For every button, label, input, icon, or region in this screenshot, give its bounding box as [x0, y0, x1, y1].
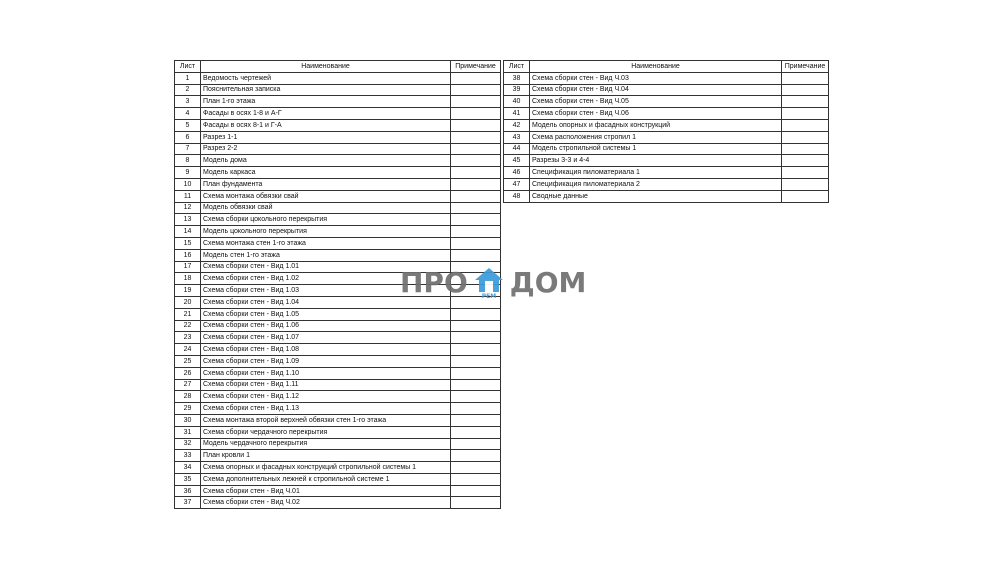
house-icon	[472, 265, 506, 299]
sheet-name-cell: Ведомость чертежей	[201, 72, 451, 84]
drawings-list-table-right	[503, 60, 829, 203]
sheet-number-cell: 19	[175, 285, 201, 297]
table-row	[504, 84, 829, 96]
sheet-number-cell: 23	[175, 332, 201, 344]
sheet-note-cell	[451, 84, 501, 96]
sheet-name-cell: Модель дома	[201, 155, 451, 167]
table-row	[504, 72, 829, 84]
sheet-number-cell: 3	[175, 96, 201, 108]
header-note: Примечание	[451, 61, 501, 73]
header-name: Наименование	[530, 61, 782, 73]
sheet-name-cell: Фасады в осях 1-8 и А-Г	[201, 108, 451, 120]
sheet-number-cell: 27	[175, 379, 201, 391]
sheet-note-cell	[451, 167, 501, 179]
sheet-name-cell: Схема сборки стен - Вид Ч.06	[530, 108, 782, 120]
table-row	[175, 237, 501, 249]
sheet-name-cell: Схема опорных и фасадных конструкций стропильной системы 1	[201, 462, 451, 474]
sheet-note-cell	[451, 473, 501, 485]
table-row	[504, 96, 829, 108]
sheet-name-cell: Схема сборки стен - Вид 1.08	[201, 344, 451, 356]
sheet-note-cell	[451, 355, 501, 367]
watermark-text-small: РЕМ	[481, 293, 496, 299]
sheet-note-cell	[451, 96, 501, 108]
sheet-number-cell: 1	[175, 72, 201, 84]
table-row	[175, 119, 501, 131]
sheet-name-cell: Модель стен 1-го этажа	[201, 249, 451, 261]
sheet-number-cell: 5	[175, 119, 201, 131]
sheet-name-cell: Схема сборки стен - Вид 1.10	[201, 367, 451, 379]
sheet-number-cell: 17	[175, 261, 201, 273]
sheet-number-cell: 48	[504, 190, 530, 202]
sheet-number-cell: 31	[175, 426, 201, 438]
sheet-name-cell: Схема сборки стен - Вид 1.12	[201, 391, 451, 403]
sheet-note-cell	[451, 320, 501, 332]
table-row	[175, 344, 501, 356]
table-row	[175, 367, 501, 379]
sheet-number-cell: 16	[175, 249, 201, 261]
sheet-name-cell: Модель стропильной системы 1	[530, 143, 782, 155]
table-row	[175, 391, 501, 403]
sheet-number-cell: 35	[175, 473, 201, 485]
sheet-note-cell	[451, 462, 501, 474]
sheet-note-cell	[451, 391, 501, 403]
table-header-row	[504, 61, 829, 73]
sheet-number-cell: 28	[175, 391, 201, 403]
sheet-name-cell: Схема расположения стропил 1	[530, 131, 782, 143]
sheet-note-cell	[782, 167, 829, 179]
sheet-note-cell	[782, 84, 829, 96]
table-row	[504, 155, 829, 167]
sheet-note-cell	[451, 344, 501, 356]
sheet-number-cell: 8	[175, 155, 201, 167]
table-row	[175, 84, 501, 96]
table-row	[175, 462, 501, 474]
sheet-number-cell: 30	[175, 414, 201, 426]
table-row	[175, 202, 501, 214]
sheet-name-cell: Схема сборки стен - Вид 1.04	[201, 296, 451, 308]
sheet-name-cell: Схема дополнительных лежней к стропильной системе 1	[201, 473, 451, 485]
sheet-name-cell: Модель обвязки свай	[201, 202, 451, 214]
sheet-number-cell: 22	[175, 320, 201, 332]
sheet-note-cell	[782, 143, 829, 155]
sheet-note-cell	[451, 367, 501, 379]
table-row	[175, 308, 501, 320]
table-row	[504, 108, 829, 120]
sheet-number-cell: 15	[175, 237, 201, 249]
sheet-note-cell	[451, 308, 501, 320]
sheet-name-cell: Схема сборки стен - Вид Ч.01	[201, 485, 451, 497]
sheet-note-cell	[782, 178, 829, 190]
table-row	[175, 226, 501, 238]
sheet-note-cell	[451, 237, 501, 249]
sheet-number-cell: 46	[504, 167, 530, 179]
sheet-name-cell: Схема сборки чердачного перекрытия	[201, 426, 451, 438]
table-row	[175, 473, 501, 485]
sheet-note-cell	[451, 178, 501, 190]
sheet-note-cell	[451, 214, 501, 226]
sheet-number-cell: 43	[504, 131, 530, 143]
header-sheet: Лист	[504, 61, 530, 73]
sheet-note-cell	[782, 96, 829, 108]
sheet-name-cell: Схема сборки стен - Вид Ч.05	[530, 96, 782, 108]
sheet-number-cell: 34	[175, 462, 201, 474]
sheet-name-cell: Модель опорных и фасадных конструкций	[530, 119, 782, 131]
sheet-name-cell: Схема сборки цокольного перекрытия	[201, 214, 451, 226]
sheet-number-cell: 13	[175, 214, 201, 226]
sheet-note-cell	[451, 143, 501, 155]
sheet-note-cell	[451, 485, 501, 497]
table-row	[504, 167, 829, 179]
sheet-name-cell: Схема сборки стен - Вид Ч.04	[530, 84, 782, 96]
sheet-name-cell: Схема сборки стен - Вид 1.03	[201, 285, 451, 297]
sheet-note-cell	[451, 438, 501, 450]
sheet-note-cell	[782, 131, 829, 143]
sheet-number-cell: 7	[175, 143, 201, 155]
sheet-number-cell: 6	[175, 131, 201, 143]
sheet-name-cell: Схема сборки стен - Вид 1.05	[201, 308, 451, 320]
sheet-number-cell: 9	[175, 167, 201, 179]
sheet-note-cell	[451, 226, 501, 238]
table-row	[175, 155, 501, 167]
sheet-name-cell: Схема сборки стен - Вид Ч.03	[530, 72, 782, 84]
table-row	[175, 249, 501, 261]
table-row	[175, 143, 501, 155]
table-row	[175, 131, 501, 143]
watermark-text-right: ДОМ	[509, 265, 587, 299]
sheet-note-cell	[451, 72, 501, 84]
sheet-number-cell: 42	[504, 119, 530, 131]
sheet-name-cell: Фасады в осях 8-1 и Г-А	[201, 119, 451, 131]
table-row	[175, 450, 501, 462]
table-row	[175, 190, 501, 202]
sheet-note-cell	[451, 414, 501, 426]
table-row	[175, 497, 501, 509]
header-note: Примечание	[782, 61, 829, 73]
table-row	[175, 485, 501, 497]
sheet-name-cell: План 1-го этажа	[201, 96, 451, 108]
sheet-number-cell: 25	[175, 355, 201, 367]
sheet-note-cell	[451, 119, 501, 131]
table-row	[175, 414, 501, 426]
sheet-number-cell: 10	[175, 178, 201, 190]
sheet-name-cell: Разрезы 3-3 и 4-4	[530, 155, 782, 167]
table-row	[504, 143, 829, 155]
sheet-note-cell	[451, 426, 501, 438]
sheet-name-cell: Схема сборки стен - Вид 1.06	[201, 320, 451, 332]
table-row	[175, 72, 501, 84]
sheet-number-cell: 33	[175, 450, 201, 462]
sheet-name-cell: Модель каркаса	[201, 167, 451, 179]
sheet-name-cell: Сводные данные	[530, 190, 782, 202]
table-row	[175, 403, 501, 415]
header-name: Наименование	[201, 61, 451, 73]
sheet-name-cell: Схема сборки стен - Вид 1.09	[201, 355, 451, 367]
table-row	[175, 332, 501, 344]
sheet-name-cell: Схема сборки стен - Вид 1.01	[201, 261, 451, 273]
sheet-number-cell: 40	[504, 96, 530, 108]
sheet-number-cell: 44	[504, 143, 530, 155]
table-row	[175, 320, 501, 332]
sheet-number-cell: 41	[504, 108, 530, 120]
sheet-name-cell: План кровли 1	[201, 450, 451, 462]
sheet-note-cell	[451, 497, 501, 509]
sheet-number-cell: 12	[175, 202, 201, 214]
sheet-name-cell: План фундамента	[201, 178, 451, 190]
sheet-number-cell: 11	[175, 190, 201, 202]
table-row	[504, 178, 829, 190]
table-row	[175, 178, 501, 190]
sheet-note-cell	[451, 332, 501, 344]
sheet-note-cell	[451, 108, 501, 120]
sheet-note-cell	[782, 72, 829, 84]
sheet-number-cell: 20	[175, 296, 201, 308]
sheet-name-cell: Пояснительная записка	[201, 84, 451, 96]
table-row	[504, 131, 829, 143]
watermark-logo	[400, 262, 600, 302]
sheet-name-cell: Схема сборки стен - Вид 1.13	[201, 403, 451, 415]
table-row	[175, 379, 501, 391]
table-row	[175, 96, 501, 108]
sheet-number-cell: 21	[175, 308, 201, 320]
sheet-name-cell: Схема сборки стен - Вид 1.07	[201, 332, 451, 344]
sheet-name-cell: Разрез 2-2	[201, 143, 451, 155]
sheet-name-cell: Спецификация пиломатериала 2	[530, 178, 782, 190]
sheet-number-cell: 2	[175, 84, 201, 96]
sheet-note-cell	[451, 155, 501, 167]
header-sheet: Лист	[175, 61, 201, 73]
table-row	[175, 214, 501, 226]
sheet-number-cell: 26	[175, 367, 201, 379]
table-row	[175, 426, 501, 438]
watermark-text-left: ПРО	[400, 265, 468, 299]
sheet-note-cell	[451, 202, 501, 214]
table-row	[504, 119, 829, 131]
sheet-name-cell: Модель чердачного перекрытия	[201, 438, 451, 450]
sheet-note-cell	[782, 155, 829, 167]
sheet-note-cell	[782, 190, 829, 202]
sheet-note-cell	[782, 119, 829, 131]
sheet-name-cell: Схема сборки стен - Вид 1.02	[201, 273, 451, 285]
sheet-number-cell: 32	[175, 438, 201, 450]
table-row	[175, 355, 501, 367]
sheet-note-cell	[451, 249, 501, 261]
sheet-number-cell: 18	[175, 273, 201, 285]
sheet-number-cell: 29	[175, 403, 201, 415]
sheet-name-cell: Схема сборки стен - Вид 1.11	[201, 379, 451, 391]
sheet-number-cell: 14	[175, 226, 201, 238]
sheet-number-cell: 37	[175, 497, 201, 509]
sheet-note-cell	[451, 190, 501, 202]
sheet-name-cell: Схема монтажа обвязки свай	[201, 190, 451, 202]
sheet-name-cell: Спецификация пиломатериала 1	[530, 167, 782, 179]
sheet-name-cell: Разрез 1-1	[201, 131, 451, 143]
sheet-number-cell: 36	[175, 485, 201, 497]
sheet-number-cell: 45	[504, 155, 530, 167]
sheet-number-cell: 47	[504, 178, 530, 190]
sheet-name-cell: Схема монтажа второй верхней обвязки стен 1-го этажа	[201, 414, 451, 426]
sheet-number-cell: 24	[175, 344, 201, 356]
sheet-note-cell	[451, 379, 501, 391]
table-row	[504, 190, 829, 202]
sheet-name-cell: Схема монтажа стен 1-го этажа	[201, 237, 451, 249]
table-row	[175, 108, 501, 120]
table-row	[175, 438, 501, 450]
sheet-note-cell	[451, 450, 501, 462]
sheet-name-cell: Модель цокольного перекрытия	[201, 226, 451, 238]
sheet-number-cell: 38	[504, 72, 530, 84]
table-header-row	[175, 61, 501, 73]
sheet-note-cell	[451, 131, 501, 143]
sheet-number-cell: 4	[175, 108, 201, 120]
sheet-note-cell	[451, 403, 501, 415]
sheet-number-cell: 39	[504, 84, 530, 96]
sheet-name-cell: Схема сборки стен - Вид Ч.02	[201, 497, 451, 509]
sheet-note-cell	[782, 108, 829, 120]
table-row	[175, 167, 501, 179]
